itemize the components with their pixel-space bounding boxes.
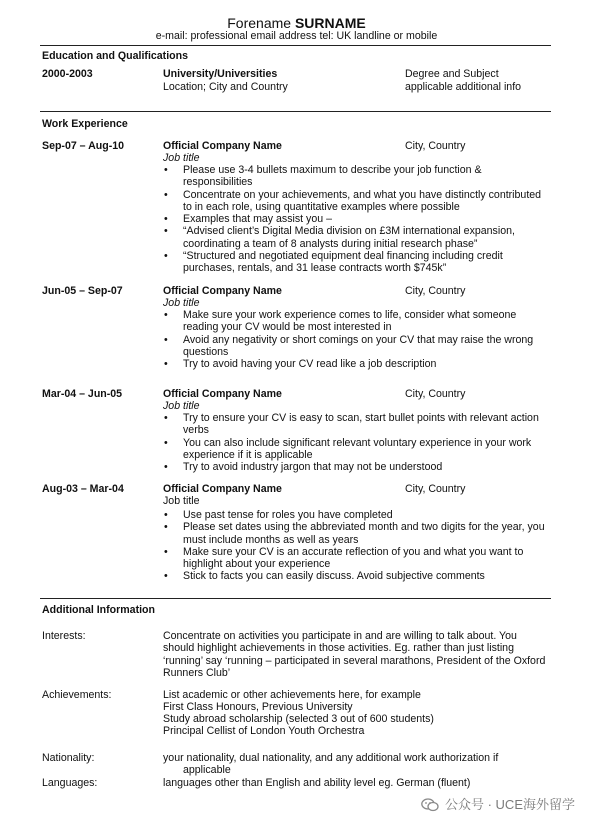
- education-dates: 2000-2003: [42, 68, 93, 80]
- list-item: • Please set dates using the abbreviated month and two digits for the year, you must include months as well as years: [163, 521, 548, 546]
- job-bullets: [163, 509, 548, 583]
- work-divider: [40, 598, 551, 599]
- surname: SURNAME: [294, 15, 366, 31]
- achievements-line: Principal Cellist of London Youth Orchestra: [163, 725, 365, 737]
- nationality-text: your nationality, dual nationality, and any additional work authorization if: [163, 752, 499, 764]
- list-item: • You can also include significant relevant voluntary experience in your work experience if it is applicable: [163, 437, 548, 462]
- job-bullets: [163, 412, 548, 473]
- achievements-line: List academic or other achievements here, for example: [163, 689, 421, 701]
- job-title: Job title: [163, 400, 200, 412]
- list-item: • Examples that may assist you –: [163, 213, 548, 225]
- achievements-line: Study abroad scholarship (selected 3 out of 600 students): [163, 713, 434, 725]
- languages-text: languages other than English and ability level eg. German (fluent): [163, 777, 471, 789]
- job-dates: Jun-05 – Sep-07: [42, 285, 123, 297]
- job-title: Job title: [163, 495, 200, 507]
- job-location: City, Country: [405, 483, 466, 495]
- job-company: Official Company Name: [163, 285, 282, 297]
- list-item: • Stick to facts you can easily discuss. Avoid subjective comments: [163, 570, 548, 582]
- interests-label: Interests:: [42, 630, 86, 642]
- list-item: • “Advised client’s Digital Media division on £3M international expansion, coordinating a team of 8 analysts during initial research phase”: [163, 225, 548, 250]
- job-location: City, Country: [405, 140, 466, 152]
- list-item: • Concentrate on your achievements, and what you have distinctly contributed to in each role, using quantitative examples where possible: [163, 189, 548, 214]
- list-item: • Use past tense for roles you have completed: [163, 509, 548, 521]
- nationality-label: Nationality:: [42, 752, 95, 764]
- job-dates: Sep-07 – Aug-10: [42, 140, 125, 152]
- interests-text: Concentrate on activities you participate in and are willing to talk about. You should highlight achievements in those activities. Eg. rather than just listing ‘running’ say ‘running – participated in several marathons, President of the Oxford Runners Club’: [163, 630, 546, 679]
- job-company: Official Company Name: [163, 388, 282, 400]
- contact-line: e-mail: professional email address tel: UK landline or mobile: [155, 30, 438, 42]
- job-company: Official Company Name: [163, 483, 282, 495]
- watermark-text: 公众号 · UCE海外留学: [444, 796, 575, 812]
- list-item: • Avoid any negativity or short comings on your CV that may raise the wrong questions: [163, 334, 548, 359]
- work-heading: Work Experience: [42, 118, 128, 130]
- cv-name: [0, 15, 593, 31]
- list-item: • Make sure your CV is an accurate reflection of you and what you want to highlight about your experience: [163, 546, 548, 571]
- job-dates: Aug-03 – Mar-04: [42, 483, 124, 495]
- education-divider: [40, 111, 551, 112]
- list-item: • Make sure your work experience comes to life, consider what someone reading your CV would be most interested in: [163, 309, 548, 334]
- job-bullets: [163, 309, 548, 370]
- wechat-icon: [421, 798, 439, 812]
- additional-heading: Additional Information: [42, 604, 155, 616]
- header-divider: [40, 45, 551, 46]
- languages-label: Languages:: [42, 777, 98, 789]
- forename: Forename: [227, 15, 292, 31]
- nationality-text-cont: applicable: [183, 764, 231, 776]
- watermark: [421, 798, 575, 812]
- list-item: • Please use 3-4 bullets maximum to describe your job function & responsibilities: [163, 164, 548, 189]
- job-bullets: [163, 164, 548, 275]
- job-location: City, Country: [405, 388, 466, 400]
- job-title: Job title: [163, 297, 200, 309]
- achievements-line: First Class Honours, Previous University: [163, 701, 353, 713]
- education-degree: Degree and Subject: [405, 68, 499, 80]
- list-item: • Try to avoid industry jargon that may not be understood: [163, 461, 548, 473]
- education-institution: University/Universities: [163, 68, 278, 80]
- list-item: • Try to ensure your CV is easy to scan, start bullet points with relevant action verbs: [163, 412, 548, 437]
- education-additional: applicable additional info: [405, 81, 522, 93]
- job-title: Job title: [163, 152, 200, 164]
- job-dates: Mar-04 – Jun-05: [42, 388, 123, 400]
- education-heading: Education and Qualifications: [42, 50, 188, 62]
- education-location: Location; City and Country: [163, 81, 288, 93]
- achievements-label: Achievements:: [42, 689, 112, 701]
- job-company: Official Company Name: [163, 140, 282, 152]
- list-item: • “Structured and negotiated equipment deal financing including credit purchases, rentals, and 31 lease contracts worth $745k”: [163, 250, 548, 275]
- list-item: • Try to avoid having your CV read like a job description: [163, 358, 548, 370]
- job-location: City, Country: [405, 285, 466, 297]
